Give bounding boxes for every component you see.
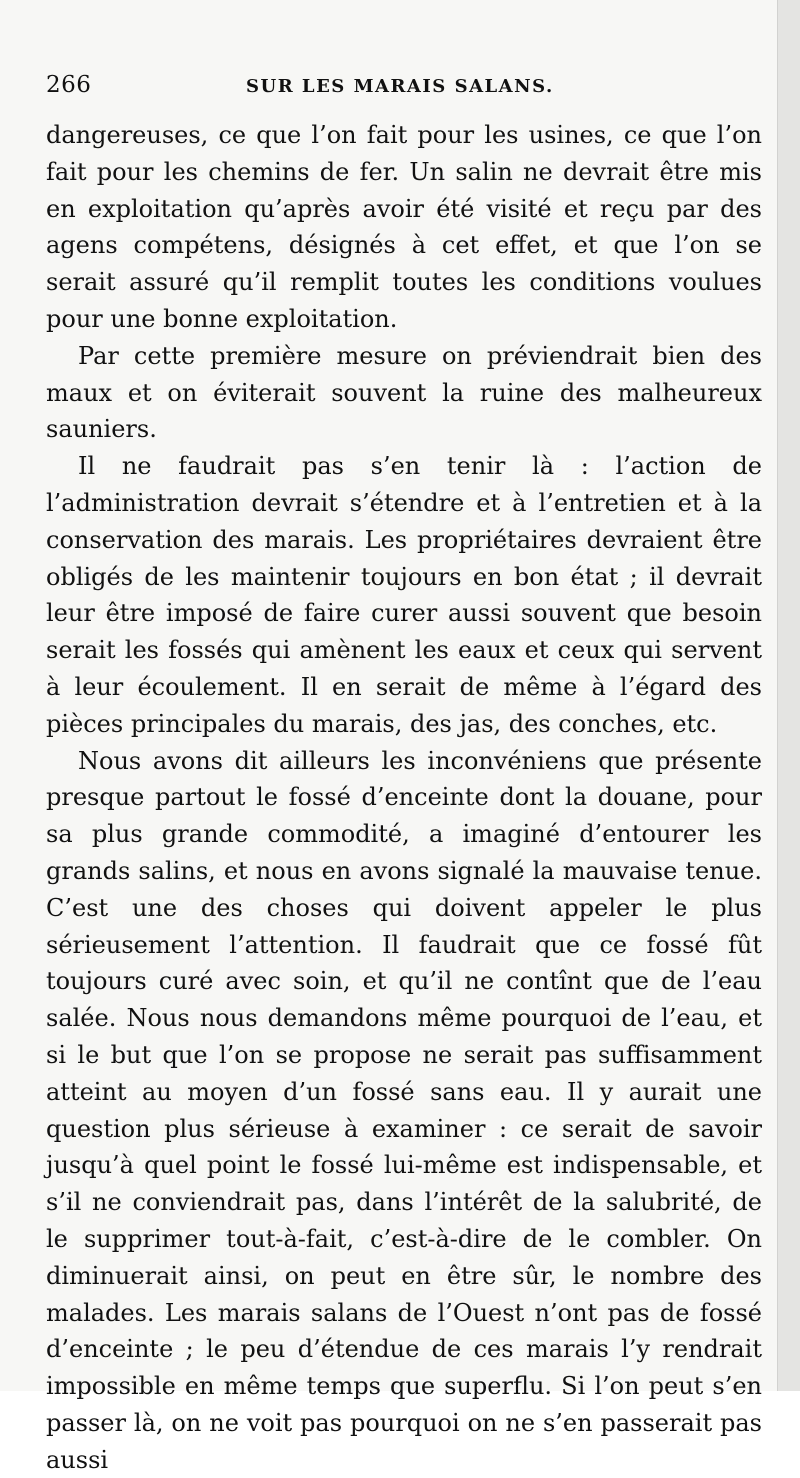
paragraph: Nous avons dit ailleurs les inconvéniens que présente presque partout le fossé d’enceinte dont la douane, pour sa plus grande commodité, a imaginé d’entourer les grands salins, et nous en avons signalé la mauvaise tenue. C’est une des choses qui doivent appeler le plus sérieusement l’attention. Il faudrait que ce fossé fût toujours curé avec soin, et qu’il ne contînt que de l’eau salée. Nous nous demandons même pourquoi de l’eau, et si le but que l’on se propose ne serait pas suffisamment atteint au moyen d’un fossé sans eau. Il y aurait une question plus sérieuse à examiner : ce serait de savoir jusqu’à quel point le fossé lui-même est indispensable, et s’il ne conviendrait pas, dans l’intérêt de la salubrité, de le supprimer tout-à-fait, c’est-à-dire de le combler. On diminuerait ainsi, on peut en être sûr, le nombre des malades. Les marais salans de l’Ouest n’ont pas de fossé d’enceinte ; le peu d’étendue de ces marais l’y rendrait impossible en même temps que superflu. Si l’on peut s’en passer là, on ne voit pas pourquoi on ne s’en passerait pas aussi — [46, 746, 762, 1474]
paragraph: Il ne faudrait pas s’en tenir là : l’action de l’administration devrait s’étendre et à l’entretien et à la conservation des marais. Les propriétaires devraient être obligés de les maintenir toujours en bon état ; il devrait leur être imposé de faire curer aussi souvent que besoin serait les fossés qui amènent les eaux et ceux qui servent à leur écoulement. Il en serait de même à l’égard des pièces principales du marais, des jas, des conches, etc. — [46, 452, 762, 738]
running-title: SUR LES MARAIS SALANS. — [246, 76, 554, 97]
page-edge-shadow — [777, 0, 800, 1391]
paragraph: Par cette première mesure on préviendrait bien des maux et on éviterait souvent la ruine des malheureux sauniers. — [46, 341, 762, 444]
paragraph-continuation: dangereuses, ce que l’on fait pour les usines, ce que l’on fait pour les chemins de fer. Un salin ne devrait être mis en exploitation qu’après avoir été visité et reçu par des agens compétens, désignés à cet effet, et que l’on se serait assuré qu’il remplit toutes les conditions voulues pour une bonne exploitation. — [46, 121, 762, 333]
page-header — [46, 72, 764, 102]
page-number: 266 — [46, 72, 92, 98]
page-body — [46, 117, 762, 1478]
